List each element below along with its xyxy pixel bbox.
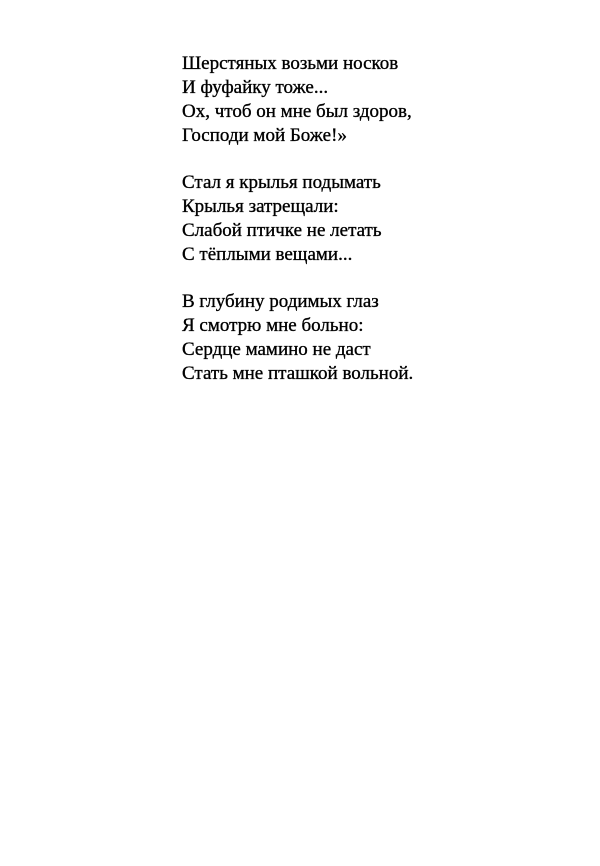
poem-line: С тёплыми вещами...: [182, 244, 353, 265]
poem-line: И фуфайку тоже...: [182, 77, 329, 98]
poem-line: Стать мне пташкой вольной.: [182, 363, 414, 384]
stanza-3: [182, 290, 562, 386]
poem-line: В глубину родимых глаз: [182, 291, 379, 312]
poem-line: Сердце мамино не даст: [182, 339, 371, 360]
stanza-1: [182, 52, 562, 148]
poem-line: Я смотрю мне больно:: [182, 315, 364, 336]
poem-line: Слабой птичке не летать: [182, 220, 382, 241]
poem: [182, 52, 562, 409]
poem-line: Шерстяных возьми носков: [182, 53, 399, 74]
poem-line: Ох, чтоб он мне был здоров,: [182, 101, 412, 122]
stanza-2: [182, 171, 562, 267]
poem-line: Господи мой Боже!»: [182, 125, 347, 146]
poem-line: Крылья затрещали:: [182, 196, 339, 217]
poem-line: Стал я крылья подымать: [182, 172, 381, 193]
